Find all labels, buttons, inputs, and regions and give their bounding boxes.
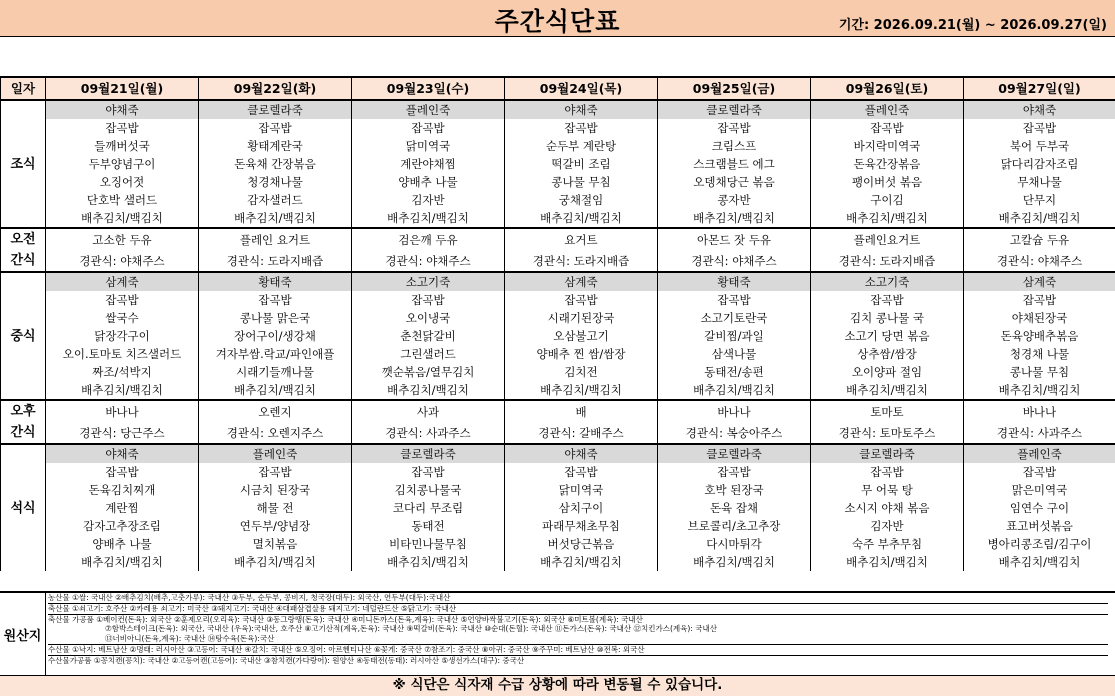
menu-cell: 토마토 <box>811 400 964 422</box>
menu-cell: 순두부 계란탕 <box>505 137 658 155</box>
day-header: 09월25일(금) <box>658 78 811 101</box>
page-title: 주간식단표 <box>494 7 621 36</box>
menu-cell: 들깨버섯국 <box>46 137 199 155</box>
menu-cell: 콩나물 무침 <box>964 363 1115 381</box>
menu-row <box>1 155 1115 173</box>
menu-row <box>1 553 1115 571</box>
menu-cell: 깻순볶음/열무김치 <box>352 363 505 381</box>
menu-cell: 배추김치/백김치 <box>964 381 1115 400</box>
menu-cell: 배추김치/백김치 <box>46 381 199 400</box>
menu-cell: 청경채 나물 <box>964 345 1115 363</box>
menu-cell: 잡곡밥 <box>505 463 658 481</box>
origin-section <box>0 591 1115 675</box>
porridge-cell: 클로렐라죽 <box>658 100 811 119</box>
menu-row <box>1 228 1115 250</box>
menu-cell: 소고기토란국 <box>658 309 811 327</box>
period-label: 기간: 2026.09.21(월) ~ 2026.09.27(일) <box>838 18 1107 33</box>
menu-cell: 플레인 요거트 <box>199 228 352 250</box>
menu-cell: 경관식: 야채주스 <box>964 250 1115 272</box>
menu-cell: 단호박 샐러드 <box>46 191 199 209</box>
porridge-cell: 야채죽 <box>505 100 658 119</box>
menu-cell: 콩나물 무침 <box>505 173 658 191</box>
menu-cell: 잡곡밥 <box>352 463 505 481</box>
day-header: 09월23일(수) <box>352 78 505 101</box>
meal-label: 중식 <box>1 272 46 400</box>
menu-cell: 무 어묵 탕 <box>811 481 964 499</box>
porridge-cell: 야채죽 <box>46 444 199 463</box>
menu-cell: 배추김치/백김치 <box>352 381 505 400</box>
menu-cell: 표고버섯볶음 <box>964 517 1115 535</box>
menu-cell: 잡곡밥 <box>658 119 811 137</box>
menu-cell: 경관식: 야채주스 <box>46 250 199 272</box>
menu-cell: 다시마튀각 <box>658 535 811 553</box>
menu-cell: 그린샐러드 <box>352 345 505 363</box>
porridge-cell: 황태죽 <box>199 272 352 291</box>
menu-cell: 잡곡밥 <box>964 291 1115 309</box>
day-header-row <box>1 78 1115 101</box>
menu-cell: 배 <box>505 400 658 422</box>
menu-cell: 경관식: 도라지배즙 <box>811 250 964 272</box>
menu-cell: 잡곡밥 <box>964 463 1115 481</box>
menu-cell: 잡곡밥 <box>199 463 352 481</box>
menu-cell: 감자고추장조림 <box>46 517 199 535</box>
menu-row <box>1 209 1115 228</box>
menu-row <box>1 400 1115 422</box>
menu-cell: 배추김치/백김치 <box>46 553 199 571</box>
menu-cell: 오이냉국 <box>352 309 505 327</box>
menu-row <box>1 463 1115 481</box>
menu-row <box>1 481 1115 499</box>
menu-cell: 배추김치/백김치 <box>199 381 352 400</box>
menu-row <box>1 363 1115 381</box>
menu-cell: 배추김치/백김치 <box>658 209 811 228</box>
menu-cell: 숙주 부추무침 <box>811 535 964 553</box>
menu-cell: 궁채절임 <box>505 191 658 209</box>
menu-cell: 단무지 <box>964 191 1115 209</box>
menu-cell: 스크램블드 에그 <box>658 155 811 173</box>
origin-line: ⑬너비아니(돈육,계육): 국내산 ⑭탕수육(돈육):국산 <box>105 634 275 644</box>
menu-cell: 경관식: 갈배주스 <box>505 422 658 444</box>
meal-label: 석식 <box>1 444 46 571</box>
menu-cell: 김치 콩나물 국 <box>811 309 964 327</box>
porridge-cell: 플레인죽 <box>199 444 352 463</box>
menu-cell: 고칼슘 두유 <box>964 228 1115 250</box>
menu-cell: 해물 전 <box>199 499 352 517</box>
menu-cell: 잡곡밥 <box>658 291 811 309</box>
menu-cell: 소시지 야채 볶음 <box>811 499 964 517</box>
menu-cell: 양배추 찐 쌈/쌈장 <box>505 345 658 363</box>
menu-cell: 김자반 <box>352 191 505 209</box>
menu-cell: 콩나물 맑은국 <box>199 309 352 327</box>
porridge-row <box>1 100 1115 119</box>
porridge-cell: 소고기죽 <box>811 272 964 291</box>
menu-cell: 경관식: 오렌지주스 <box>199 422 352 444</box>
menu-cell: 오뎅채당근 볶음 <box>658 173 811 191</box>
menu-cell: 잡곡밥 <box>811 119 964 137</box>
menu-cell: 바나나 <box>964 400 1115 422</box>
menu-cell: 잡곡밥 <box>964 119 1115 137</box>
menu-cell: 잡곡밥 <box>658 463 811 481</box>
menu-cell: 파래무채초무침 <box>505 517 658 535</box>
menu-cell: 오이.토마토 치즈샐러드 <box>46 345 199 363</box>
origin-line: 수산물 ①낙지: 베트남산 ②명태: 러시아산 ③고등어: 국내산 ④갈치: 국내산 ⑤오징어: 아르헨티나산 ⑥꽃게: 중국산 ⑦참조기: 중국산 ⑧아귀: 중국산 ⑨주꾸미: 베트남산 ⑩전복: 외국산 <box>48 644 1108 655</box>
menu-cell: 시래기된장국 <box>505 309 658 327</box>
menu-cell: 계란야채찜 <box>352 155 505 173</box>
menu-cell: 춘천닭갈비 <box>352 327 505 345</box>
menu-cell: 닭미역국 <box>505 481 658 499</box>
menu-cell: 잡곡밥 <box>199 119 352 137</box>
porridge-cell: 야채죽 <box>964 100 1115 119</box>
menu-cell: 팽이버섯 볶음 <box>811 173 964 191</box>
menu-cell: 잡곡밥 <box>811 463 964 481</box>
menu-cell: 바지락미역국 <box>811 137 964 155</box>
origin-line: ⑦함박스테이크(돈육): 외국산, 국내산 (우육):국내산, 호주산 ⑧고기산적(계육,돈육): 국내산 ⑨떡갈비(돈육): 국내산 ⑩순대(돈혈): 국내산 ⑪돈가스(돈육): 국내산 ⑫치킨가스(계육): 국내산 <box>105 624 717 634</box>
menu-cell: 배추김치/백김치 <box>505 381 658 400</box>
menu-row <box>1 250 1115 272</box>
menu-cell: 바나나 <box>46 400 199 422</box>
menu-cell: 배추김치/백김치 <box>964 553 1115 571</box>
menu-cell: 잡곡밥 <box>505 291 658 309</box>
menu-cell: 배추김치/백김치 <box>46 209 199 228</box>
menu-cell: 장어구이/생강채 <box>199 327 352 345</box>
porridge-cell: 플레인죽 <box>964 444 1115 463</box>
menu-cell: 돈육김치찌개 <box>46 481 199 499</box>
blank-row <box>0 37 1115 77</box>
menu-cell: 경관식: 야채주스 <box>352 250 505 272</box>
menu-cell: 겨자부쌈.락교/파인애플 <box>199 345 352 363</box>
menu-cell: 경관식: 토마토주스 <box>811 422 964 444</box>
menu-cell: 병아리콩조림/김구이 <box>964 535 1115 553</box>
menu-cell: 플레인요거트 <box>811 228 964 250</box>
menu-cell: 배추김치/백김치 <box>352 553 505 571</box>
menu-cell: 배추김치/백김치 <box>811 381 964 400</box>
menu-cell: 계란찜 <box>46 499 199 517</box>
menu-cell: 오삼불고기 <box>505 327 658 345</box>
menu-cell: 잡곡밥 <box>352 119 505 137</box>
menu-cell: 김치전 <box>505 363 658 381</box>
menu-cell: 잡곡밥 <box>505 119 658 137</box>
title-bar <box>0 0 1115 37</box>
menu-cell: 구이김 <box>811 191 964 209</box>
menu-row <box>1 309 1115 327</box>
menu-cell: 시금치 된장국 <box>199 481 352 499</box>
menu-cell: 버섯당근볶음 <box>505 535 658 553</box>
menu-cell: 배추김치/백김치 <box>505 209 658 228</box>
menu-cell: 양배추 나물 <box>352 173 505 191</box>
porridge-cell: 야채죽 <box>505 444 658 463</box>
menu-cell: 잡곡밥 <box>46 291 199 309</box>
menu-cell: 소고기 당면 볶음 <box>811 327 964 345</box>
menu-row <box>1 345 1115 363</box>
menu-cell: 김치콩나물국 <box>352 481 505 499</box>
menu-cell: 검은깨 두유 <box>352 228 505 250</box>
menu-cell: 닭다리감자조림 <box>964 155 1115 173</box>
menu-cell: 요거트 <box>505 228 658 250</box>
menu-row <box>1 535 1115 553</box>
porridge-cell: 소고기죽 <box>352 272 505 291</box>
menu-cell: 콩자반 <box>658 191 811 209</box>
menu-cell: 맑은미역국 <box>964 481 1115 499</box>
day-header: 09월26일(토) <box>811 78 964 101</box>
menu-cell: 배추김치/백김치 <box>811 209 964 228</box>
menu-cell: 경관식: 도라지배즙 <box>199 250 352 272</box>
menu-cell: 감자샐러드 <box>199 191 352 209</box>
menu-cell: 황태계란국 <box>199 137 352 155</box>
menu-cell: 떡갈비 조림 <box>505 155 658 173</box>
menu-cell: 북어 두부국 <box>964 137 1115 155</box>
menu-cell: 경관식: 사과주스 <box>964 422 1115 444</box>
menu-row <box>1 291 1115 309</box>
menu-cell: 잡곡밥 <box>352 291 505 309</box>
menu-cell: 아몬드 잣 두유 <box>658 228 811 250</box>
menu-cell: 비타민나물무침 <box>352 535 505 553</box>
meal-label: 조식 <box>1 100 46 228</box>
origin-label: 원산지 <box>0 593 46 675</box>
menu-cell: 상추쌈/쌈장 <box>811 345 964 363</box>
menu-cell: 사과 <box>352 400 505 422</box>
porridge-cell: 클로렐라죽 <box>811 444 964 463</box>
menu-row <box>1 422 1115 444</box>
menu-cell: 배추김치/백김치 <box>658 553 811 571</box>
menu-cell: 삼치구이 <box>505 499 658 517</box>
menu-cell: 야채된장국 <box>964 309 1115 327</box>
menu-cell: 돈육 잡채 <box>658 499 811 517</box>
day-header: 09월22일(화) <box>199 78 352 101</box>
porridge-cell: 클로렐라죽 <box>658 444 811 463</box>
menu-cell: 배추김치/백김치 <box>964 209 1115 228</box>
meal-label: 오전 간식 <box>1 228 46 272</box>
menu-cell: 삼색나물 <box>658 345 811 363</box>
menu-row <box>1 381 1115 400</box>
menu-cell: 멸치볶음 <box>199 535 352 553</box>
menu-cell: 코다리 무조림 <box>352 499 505 517</box>
menu-cell: 동태전/송편 <box>658 363 811 381</box>
menu-cell: 배추김치/백김치 <box>658 381 811 400</box>
menu-cell: 두부양념구이 <box>46 155 199 173</box>
porridge-cell: 삼계죽 <box>964 272 1115 291</box>
corner-header: 일자 <box>1 78 46 101</box>
menu-cell: 동태전 <box>352 517 505 535</box>
menu-cell: 배추김치/백김치 <box>199 553 352 571</box>
day-header: 09월27일(일) <box>964 78 1115 101</box>
menu-cell: 크림스프 <box>658 137 811 155</box>
menu-cell: 갈비찜/과일 <box>658 327 811 345</box>
porridge-cell: 플레인죽 <box>352 100 505 119</box>
menu-cell: 배추김치/백김치 <box>199 209 352 228</box>
porridge-cell: 클로렐라죽 <box>352 444 505 463</box>
menu-cell: 무채나물 <box>964 173 1115 191</box>
notice-banner: ※ 식단은 식자재 수급 상황에 따라 변동될 수 있습니다. <box>0 675 1115 696</box>
origin-line: 농산물 ①쌀: 국내산 ②배추김치(배추,고춧가루): 국내산 ③두부, 순두부, 콩비지, 청국장(대두): 외국산, 연두부(대두):국내산 <box>48 593 451 602</box>
origin-line: 축산물 가공품 ①베이컨(돈육): 외국산 ②훈제오리(오리육): 국내산 ③동그랑땡(돈육): 국내산 ④미니돈까스(돈육,계육): 국내산 ⑤언양바싹불고기(돈육): 외국산 ⑥미트볼(계육): 국내산 <box>48 614 1108 625</box>
menu-cell: 잡곡밥 <box>811 291 964 309</box>
menu-cell: 경관식: 복숭아주스 <box>658 422 811 444</box>
menu-row <box>1 517 1115 535</box>
porridge-cell: 플레인죽 <box>811 100 964 119</box>
menu-row <box>1 499 1115 517</box>
menu-cell: 김자반 <box>811 517 964 535</box>
menu-cell: 잡곡밥 <box>46 463 199 481</box>
menu-cell: 임연수 구이 <box>964 499 1115 517</box>
menu-row <box>1 191 1115 209</box>
menu-row <box>1 137 1115 155</box>
porridge-cell: 클로렐라죽 <box>199 100 352 119</box>
porridge-row <box>1 444 1115 463</box>
menu-cell: 돈육채 간장볶음 <box>199 155 352 173</box>
day-header: 09월24일(목) <box>505 78 658 101</box>
menu-cell: 바나나 <box>658 400 811 422</box>
menu-row <box>1 173 1115 191</box>
origin-line: 수산물가공품 ①꽁치캔(꽁치): 국내산 ②고등어캔(고등어): 국내산 ③참치캔(가다랑어): 원양산 ④동태전(동태): 러시아산 ⑤생선가스(대구): 중국산 <box>48 655 1108 666</box>
menu-cell: 닭미역국 <box>352 137 505 155</box>
menu-cell: 오징어젓 <box>46 173 199 191</box>
menu-cell: 경관식: 사과주스 <box>352 422 505 444</box>
menu-cell: 쌀국수 <box>46 309 199 327</box>
origin-line: 축산물 ①쇠고기: 호주산 ②카레용 쇠고기: 미국산 ③돼지고기: 국내산 ④대패삼겹살용 돼지고기: 네덜란드산 ⑤닭고기: 국내산 <box>48 603 1108 614</box>
menu-row <box>1 327 1115 345</box>
porridge-cell: 삼계죽 <box>505 272 658 291</box>
menu-cell: 돈육간장볶음 <box>811 155 964 173</box>
menu-cell: 청경채나물 <box>199 173 352 191</box>
porridge-cell: 야채죽 <box>46 100 199 119</box>
menu-cell: 경관식: 당근주스 <box>46 422 199 444</box>
menu-cell: 돈육양배추볶음 <box>964 327 1115 345</box>
origin-lines <box>48 593 1108 666</box>
menu-row <box>1 119 1115 137</box>
menu-cell: 오이양파 절임 <box>811 363 964 381</box>
menu-cell: 양배추 나물 <box>46 535 199 553</box>
menu-cell: 연두부/양념장 <box>199 517 352 535</box>
menu-cell: 잡곡밥 <box>199 291 352 309</box>
menu-table <box>0 77 1115 571</box>
menu-cell: 경관식: 야채주스 <box>658 250 811 272</box>
porridge-cell: 삼계죽 <box>46 272 199 291</box>
menu-cell: 배추김치/백김치 <box>505 553 658 571</box>
menu-cell: 짜조/석박지 <box>46 363 199 381</box>
menu-cell: 경관식: 도라지배즙 <box>505 250 658 272</box>
menu-cell: 배추김치/백김치 <box>352 209 505 228</box>
porridge-row <box>1 272 1115 291</box>
menu-cell: 잡곡밥 <box>46 119 199 137</box>
menu-cell: 고소한 두유 <box>46 228 199 250</box>
menu-cell: 오렌지 <box>199 400 352 422</box>
meal-label: 오후 간식 <box>1 400 46 444</box>
day-header: 09월21일(월) <box>46 78 199 101</box>
menu-cell: 브로콜리/초고추장 <box>658 517 811 535</box>
menu-cell: 배추김치/백김치 <box>811 553 964 571</box>
porridge-cell: 황태죽 <box>658 272 811 291</box>
menu-cell: 호박 된장국 <box>658 481 811 499</box>
menu-cell: 닭장각구이 <box>46 327 199 345</box>
menu-cell: 시래기들깨나물 <box>199 363 352 381</box>
